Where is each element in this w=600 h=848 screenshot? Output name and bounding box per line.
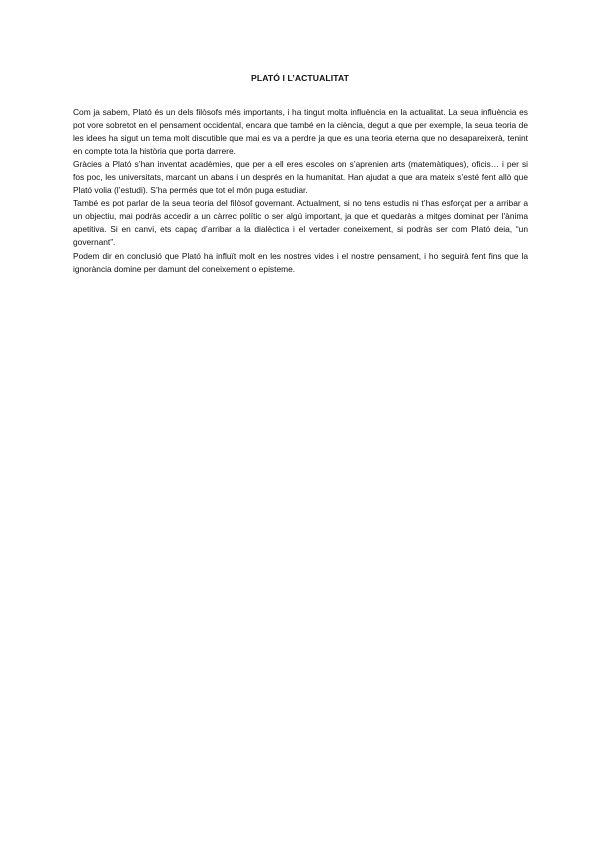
document-title: PLATÓ I L’ACTUALITAT xyxy=(251,73,349,83)
paragraph-4: Podem dir en conclusió que Plató ha influït molt en les nostres vides i el nostre pensament, i ho seguirà fent fins que la ignorància domine per damunt del coneixement o episteme. xyxy=(73,250,528,274)
paragraph-1: Com ja sabem, Plató és un dels filòsofs més importants, i ha tingut molta influència en la actualitat. La seua influència es pot vore sobretot en el pensament occidental, encara que també en la ciència, degut a que per exemple, la seua teoria de les idees ha sigut un tema molt discutible que mai es va a perdre ja que es una teoria eterna que no desapareixerà, tenint en compte tota la història que porta darrere. xyxy=(73,107,528,157)
document-body xyxy=(73,106,528,276)
paragraph-3: També es pot parlar de la seua teoria del filòsof governant. Actualment, si no tens estudis ni t’has esforçat per a arribar a un objectiu, mai podràs accedir a un càrrec polític o ser algú important, ja que et quedaràs a mitges dominat per l’ànima apetitiva. Si en canvi, ets capaç d’arribar a la dialèctica i el vertader coneixement, si podràs ser com Plató deia, “un governant”. xyxy=(73,198,528,248)
paragraph-2: Gràcies a Plató s’han inventat acadèmies, que per a ell eres escoles on s’aprenien arts (matemàtiques), oficis… i per si fos poc, les universitats, marcant un abans i un després en la humanitat. Han ajudat a que ara mateix s’esté fent allò que Plató volia (l’estudi). S’ha permés que tot el món puga estudiar. xyxy=(73,159,528,196)
